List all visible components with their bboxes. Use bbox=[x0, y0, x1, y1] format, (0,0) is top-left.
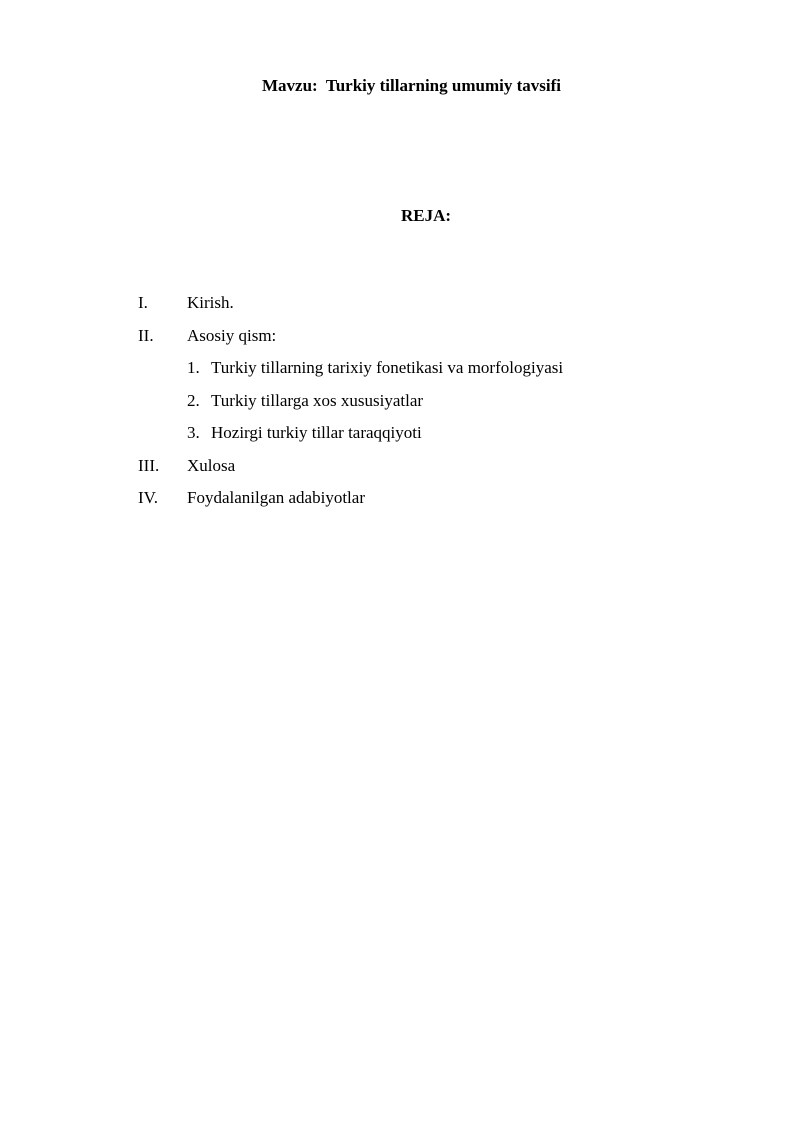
plan-item-marker: IV. bbox=[138, 488, 158, 507]
plan-subitem-3 bbox=[138, 422, 738, 455]
plan-subitem-2 bbox=[138, 390, 738, 423]
plan-subitem-text: Turkiy tillarning tarixiy fonetikasi va morfologiyasi bbox=[211, 358, 564, 377]
plan-subitem-marker: 1. bbox=[187, 358, 200, 377]
plan-subitem-1 bbox=[138, 357, 738, 390]
plan-subitem-marker: 2. bbox=[187, 390, 200, 410]
plan-list bbox=[138, 292, 738, 520]
plan-item-marker: III. bbox=[138, 455, 160, 475]
plan-subitem-text: Turkiy tillarga xos xususiyatlar bbox=[211, 390, 424, 410]
plan-heading: REJA: bbox=[401, 206, 452, 225]
plan-item-4 bbox=[138, 487, 738, 520]
plan-item-text: Foydalanilgan adabiyotlar bbox=[187, 488, 365, 507]
plan-subitem-marker: 3. bbox=[187, 423, 200, 442]
plan-item-text: Kirish. bbox=[187, 293, 234, 312]
plan-item-2 bbox=[138, 325, 738, 358]
title-prefix: Mavzu: bbox=[262, 76, 318, 95]
plan-item-marker: II. bbox=[138, 325, 154, 345]
plan-subitem-text: Hozirgi turkiy tillar taraqqiyoti bbox=[211, 423, 422, 442]
document-title bbox=[262, 76, 561, 96]
plan-item-1 bbox=[138, 292, 738, 325]
plan-item-marker: I. bbox=[138, 293, 148, 312]
plan-item-text: Asosiy qism: bbox=[187, 325, 277, 345]
plan-item-3 bbox=[138, 455, 738, 488]
plan-item-text: Xulosa bbox=[187, 455, 236, 475]
title-main: Turkiy tillarning umumiy tavsifi bbox=[325, 76, 561, 95]
